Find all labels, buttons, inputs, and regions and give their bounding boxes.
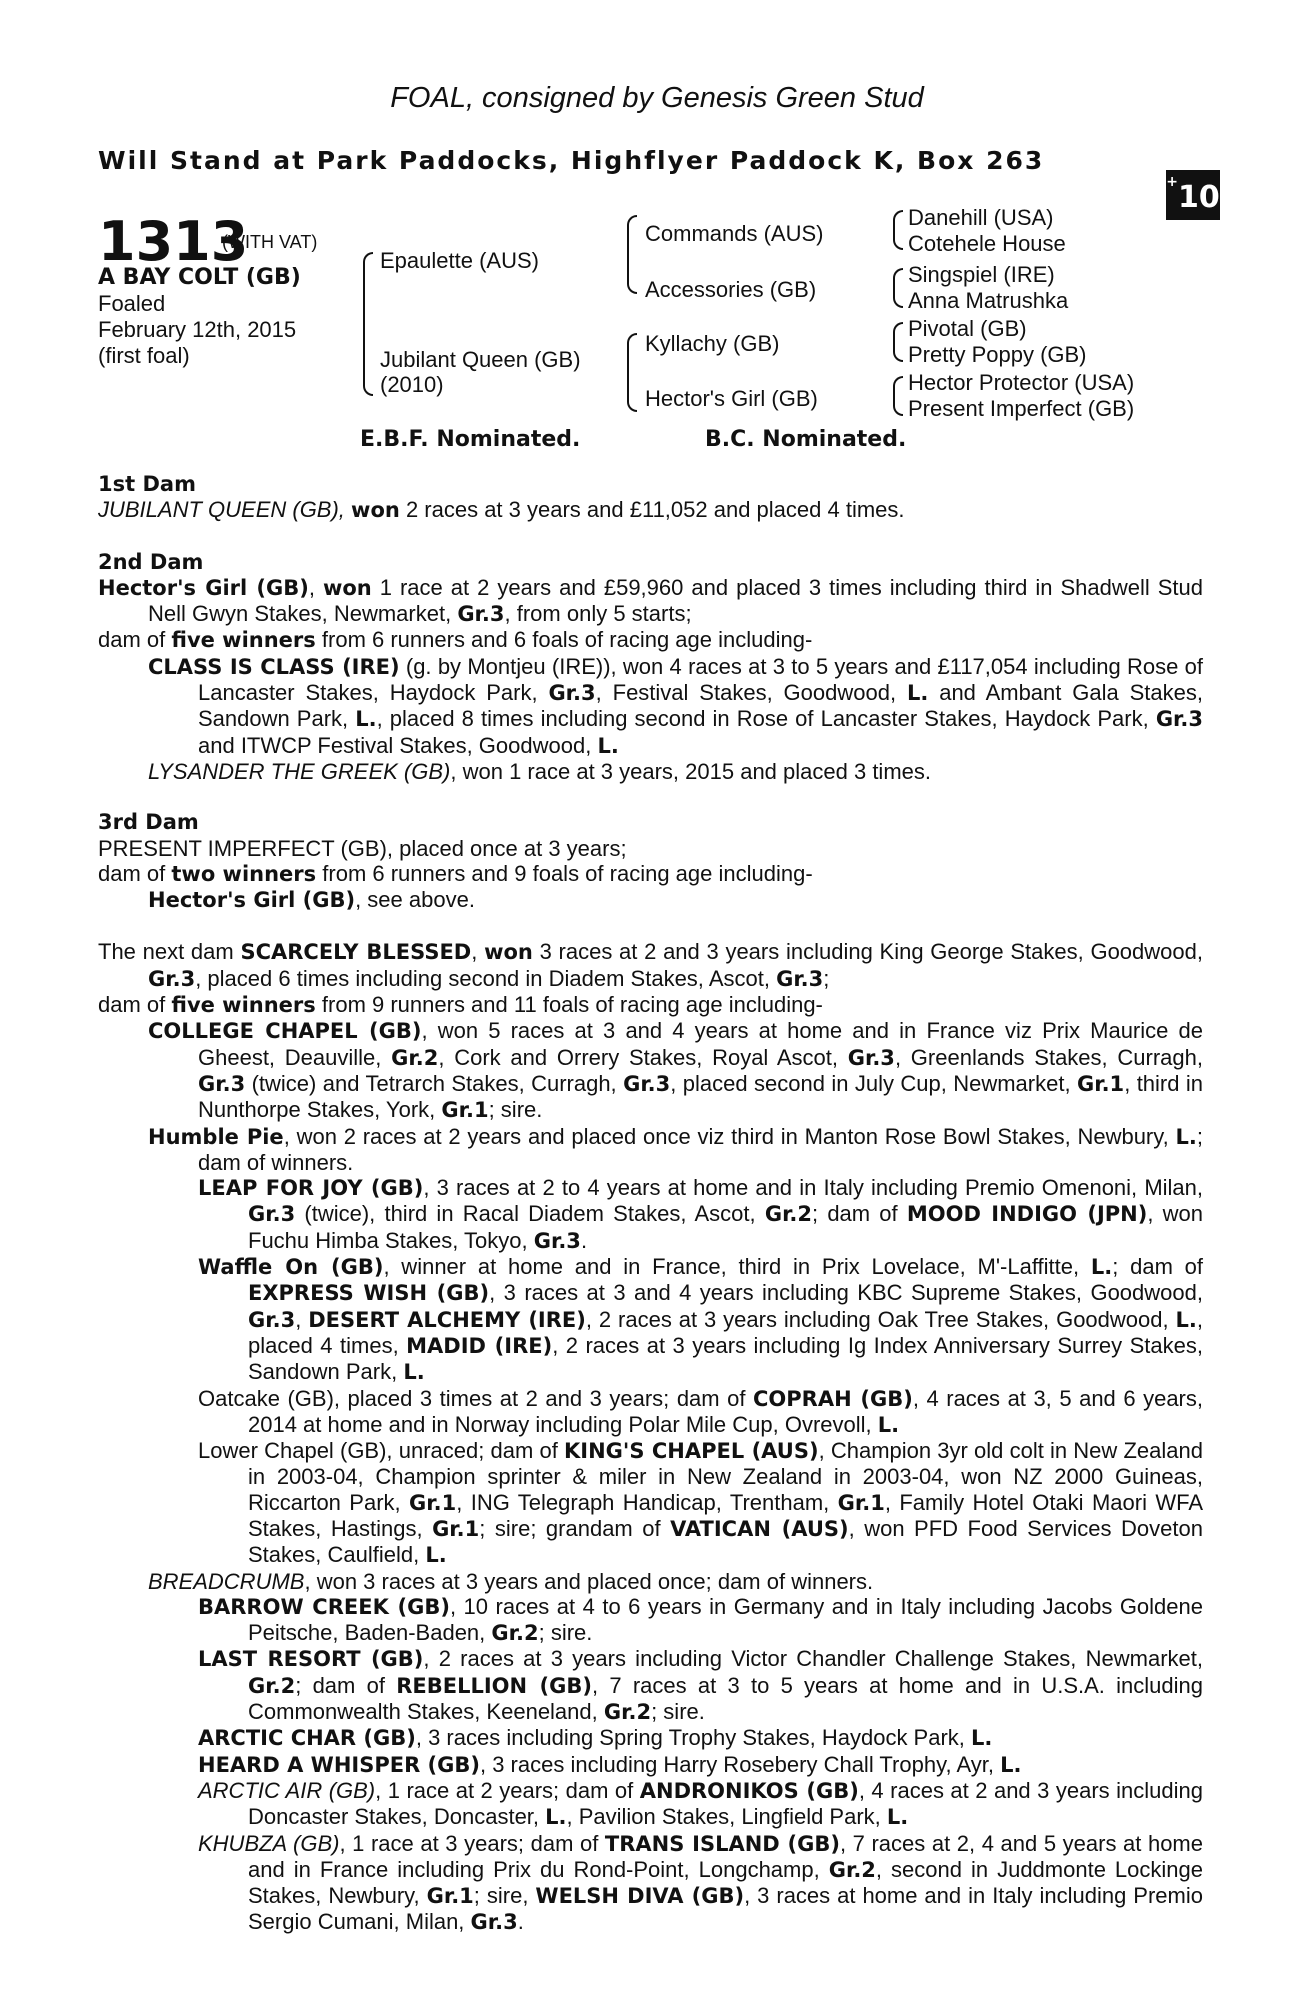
next-dam-run: five winners [171, 993, 316, 1018]
next-dam-run: from 9 runners and 11 foals of racing age including- [315, 992, 823, 1018]
next-dam-run: Gr.1 [441, 1098, 489, 1123]
next-dam-run: ; dam of [1112, 1254, 1204, 1280]
next-dam-run: ; sire, [473, 1883, 536, 1909]
third-dam-run: Hector's Girl (GB) [148, 888, 356, 913]
foal-note: (first foal) [98, 343, 190, 368]
next-dam-run: Waffle On (GB) [198, 1255, 384, 1280]
third-dam-run: dam of [98, 860, 172, 886]
next-dam-run: , placed second in July Cup, Newmarket, [670, 1070, 1077, 1096]
second-dam-paragraph [98, 654, 1203, 759]
second-dam-run: Hector's Girl (GB) [98, 575, 309, 600]
next-dam-paragraph [98, 1831, 1203, 1936]
next-dam-run: Gr.1 [1076, 1071, 1125, 1096]
next-dam-run: , Cork and Orrery Stakes, Royal Ascot, [438, 1044, 848, 1070]
next-dam-run: , 3 races including Spring Trophy Stakes, Haydock Park, [415, 1725, 972, 1751]
next-dam-run: , won 5 races at 3 and 4 years at home and in France viz Prix Maurice de Gheest, Deauville, [198, 1018, 1204, 1070]
next-dam-run: Gr.2 [603, 1700, 652, 1725]
next-dam-run: , 7 races at 3 to 5 years at home and in U.S.A. including Commonwealth Stakes, Keeneland, [248, 1672, 1203, 1725]
second-dam-run: L. [355, 707, 377, 732]
pedigree-sire-dam: Accessories (GB) [645, 277, 817, 302]
second-dam-paragraph [98, 627, 1203, 653]
third-dam-heading: 3rd Dam [98, 810, 199, 835]
second-dam-paragraph [98, 759, 1203, 784]
next-dam-paragraph [98, 939, 1203, 992]
next-dam-run: ; dam of [812, 1201, 907, 1227]
next-dam-run: , winner at home and in France, third in Prix Lovelace, M'-Laffitte, [383, 1254, 1091, 1280]
next-dam-run: ; dam of [295, 1672, 397, 1698]
next-dam-run: (twice) and Tetrarch Stakes, Curragh, [245, 1070, 624, 1096]
second-dam-run: dam of [98, 627, 172, 653]
third-dam-run: two winners [171, 861, 317, 886]
second-dam-run: CLASS IS CLASS (IRE) [148, 654, 400, 679]
next-dam-run: L. [877, 1412, 900, 1437]
third-dam-paragraph [98, 836, 1203, 861]
next-dam-paragraph [98, 1778, 1203, 1831]
ebf-nomination: E.B.F. Nominated. [360, 427, 581, 452]
next-dam-run: TRANS ISLAND (GB) [604, 1831, 840, 1856]
third-dam-paragraph [98, 887, 1203, 913]
next-dam-run: DESERT ALCHEMY (IRE) [308, 1307, 586, 1332]
second-dam-run: Gr.3 [548, 681, 596, 706]
second-dam-run: five winners [171, 628, 316, 653]
second-dam-run: , Festival Stakes, Goodwood, [595, 680, 907, 706]
pedigree-dam-dam: Hector's Girl (GB) [645, 386, 818, 411]
pedigree-g2: Cotehele House [908, 231, 1066, 256]
second-dam-run: and Ambant Gala Stakes, Sandown Park, [198, 680, 1203, 732]
next-dam-paragraph [98, 1254, 1203, 1385]
next-dam-run: LAST RESORT (GB) [198, 1647, 424, 1672]
second-dam-run: , won 1 race at 3 years, 2015 and placed 3 times. [450, 758, 931, 784]
next-dam-run: . [580, 1227, 588, 1253]
next-dam-run: , won 3 races at 3 years and placed once; dam of winners. [304, 1568, 874, 1594]
lot-number: 1313 [98, 210, 249, 273]
third-dam-run: from 6 runners and 9 foals of racing age including- [316, 860, 813, 886]
second-dam-run: from 6 runners and 6 foals of racing age including- [315, 627, 813, 653]
next-dam-run: L. [1000, 1752, 1022, 1777]
next-dam-run: , 3 races including Harry Rosebery Chall Trophy, Ayr, [479, 1751, 1001, 1777]
next-dam-run: ; sire. [538, 1620, 593, 1646]
pedigree-g4: Anna Matrushka [908, 288, 1069, 313]
next-dam-paragraph [98, 1752, 1203, 1778]
second-dam-run: Gr.3 [457, 602, 505, 627]
next-dam-run: Gr.1 [837, 1490, 885, 1515]
next-dam-run: , 2 races at 3 years including Victor Chandler Challenge Stakes, Newmarket, [423, 1646, 1203, 1672]
pedigree-bracket-4 [893, 210, 903, 250]
badge-mark: + [1166, 174, 1178, 190]
next-dam-run: , 2 races at 3 years including Ig Index Anniversary Surrey Stakes, Sandown Park, [248, 1332, 1204, 1385]
second-dam-run: , [308, 574, 323, 600]
first-dam-text [98, 497, 1203, 523]
next-dam-run: , Pavilion Stakes, Lingfield Park, [566, 1804, 887, 1830]
next-dam-run: Gr.3 [847, 1045, 895, 1070]
next-dam-run: Gr.2 [764, 1202, 813, 1227]
lot-title: A BAY COLT (GB) [98, 265, 301, 290]
next-dam-run: Humble Pie [148, 1124, 284, 1149]
next-dam-run: 3 races at 2 and 3 years including King George Stakes, Goodwood, [532, 939, 1203, 965]
next-dam-run: HEARD A WHISPER (GB) [198, 1752, 480, 1777]
pedigree-sire-sire: Commands (AUS) [645, 221, 824, 246]
next-dam-paragraph [98, 1646, 1203, 1725]
next-dam-run: ; sire. [651, 1699, 705, 1725]
third-dam-run: , see above. [355, 887, 475, 913]
next-dam-run: Gr.3 [248, 1202, 296, 1227]
pedigree-g5: Pivotal (GB) [908, 316, 1027, 341]
next-dam-run: , 2 races at 3 years including Oak Tree Stakes, Goodwood, [585, 1306, 1176, 1332]
next-dam-run: ARCTIC AIR (GB) [198, 1777, 376, 1803]
next-dam-run: COLLEGE CHAPEL (GB) [148, 1019, 422, 1044]
badge-number: 10 [1177, 180, 1220, 215]
next-dam-run: , Greenlands Stakes, Curragh, [894, 1044, 1203, 1070]
lot-badge [1166, 170, 1220, 220]
second-dam-paragraph [98, 575, 1203, 628]
third-dam-run: PRESENT IMPERFECT (GB), placed once at 3 years; [98, 835, 627, 861]
pedigree-bracket-2 [627, 215, 637, 294]
next-dam-run: SCARCELY BLESSED [240, 940, 472, 965]
next-dam-run: Gr.3 [470, 1910, 518, 1935]
second-dam-run: 1 race at 2 years and £59,960 and placed 3 times including third in Shadwell Stud Nell Gwyn Stakes, Newmarket, [148, 574, 1203, 627]
next-dam-paragraph [98, 992, 1203, 1018]
next-dam-run: KHUBZA (GB) [198, 1830, 340, 1856]
next-dam-run: L. [1175, 1307, 1197, 1332]
next-dam-run: ARCTIC CHAR (GB) [198, 1726, 416, 1751]
second-dam-run: and ITWCP Festival Stakes, Goodwood, [198, 732, 598, 758]
next-dam-run: Gr.3 [623, 1071, 671, 1096]
next-dam-paragraph [98, 1386, 1203, 1439]
next-dam-run: L. [1090, 1255, 1113, 1280]
next-dam-run: L. [886, 1805, 909, 1830]
next-dam-run: , Champion 3yr old colt in New Zealand in 2003-04, Champion sprinter & miler in New Zealand in 2003-04, won NZ 2000 Guineas, Riccarton Park, [248, 1438, 1203, 1515]
next-dam-run: ; sire. [488, 1097, 543, 1123]
consignment-line: FOAL, consigned by Genesis Green Stud [390, 82, 924, 114]
next-dam-run: , ING Telegraph Handicap, Trentham, [456, 1489, 838, 1515]
next-dam-run: , 4 races at 3, 5 and 6 years, 2014 at home and in Norway including Polar Mile Cup, Ovrevoll, [248, 1385, 1203, 1437]
pedigree-bracket-5 [893, 268, 903, 308]
foaled-date: February 12th, 2015 [98, 317, 297, 342]
next-dam-section [98, 939, 1203, 1935]
next-dam-paragraph [98, 1124, 1203, 1176]
second-dam-run: , from only 5 starts; [504, 601, 692, 627]
next-dam-run: ; sire; grandam of [479, 1515, 671, 1541]
next-dam-paragraph [98, 1175, 1203, 1254]
next-dam-paragraph [98, 1594, 1203, 1647]
next-dam-run: Lower Chapel (GB), unraced; dam of [198, 1438, 565, 1464]
stand-location: Will Stand at Park Paddocks, Highflyer Paddock K, Box 263 [98, 146, 1045, 175]
next-dam-run: won [484, 940, 533, 965]
next-dam-run: , won PFD Food Services Doveton Stakes, Caulfield, [248, 1515, 1203, 1568]
next-dam-run: Gr.1 [432, 1516, 480, 1541]
next-dam-run: , Family Hotel Otaki Maori WFA Stakes, Hastings, [248, 1489, 1203, 1541]
next-dam-run: Oatcake (GB), placed 3 times at 2 and 3 years; dam of [198, 1385, 754, 1411]
next-dam-run: LEAP FOR JOY (GB) [198, 1176, 424, 1201]
pedigree-dam-year: (2010) [380, 372, 444, 397]
next-dam-run: , placed 4 times, [248, 1306, 1203, 1358]
next-dam-run: L. [971, 1726, 993, 1751]
next-dam-run: . [517, 1909, 524, 1935]
pedigree-g1: Danehill (USA) [908, 205, 1054, 230]
pedigree-bracket-6 [893, 322, 903, 362]
bc-nomination: B.C. Nominated. [705, 427, 907, 452]
next-dam-run: , 3 races at 2 to 4 years at home and in Italy including Premio Omenoni, Milan, [423, 1175, 1204, 1201]
next-dam-run: , 3 races at 3 and 4 years including KBC Supreme Stakes, Goodwood, [489, 1280, 1203, 1306]
second-dam-run: LYSANDER THE GREEK (GB) [148, 758, 451, 784]
next-dam-run: COPRAH (GB) [753, 1386, 913, 1411]
second-dam-run: , placed 8 times including second in Rose of Lancaster Stakes, Haydock Park, [376, 706, 1156, 732]
next-dam-run: Gr.2 [491, 1621, 539, 1646]
second-dam-section [98, 575, 1203, 784]
vat-note: (WITH VAT) [222, 232, 318, 252]
pedigree-bracket-7 [893, 376, 903, 416]
pedigree-bracket-1 [363, 252, 373, 396]
next-dam-run: VATICAN (AUS) [670, 1516, 849, 1541]
third-dam-paragraph [98, 861, 1203, 887]
next-dam-run: , 1 race at 2 years; dam of [375, 1777, 640, 1803]
pedigree-g6: Pretty Poppy (GB) [908, 342, 1087, 367]
next-dam-run: , 10 races at 4 to 6 years in Germany and in Italy including Jacobs Goldene Peitsche, Baden-Baden, [248, 1593, 1203, 1646]
next-dam-run: L. [545, 1805, 567, 1830]
pedigree-g8: Present Imperfect (GB) [908, 396, 1135, 421]
second-dam-run: (g. by Montjeu (IRE)), won 4 races at 3 to 5 years and £117,054 including Rose of Lancaster Stakes, Haydock Park, [198, 653, 1203, 706]
next-dam-run: L. [425, 1543, 447, 1568]
next-dam-run: Gr.3 [533, 1228, 581, 1253]
next-dam-run: L. [403, 1360, 425, 1385]
next-dam-run: REBELLION (GB) [396, 1673, 592, 1698]
next-dam-run: Gr.1 [426, 1884, 474, 1909]
foaled-label: Foaled [98, 291, 166, 316]
next-dam-run: ANDRONIKOS (GB) [639, 1778, 859, 1803]
next-dam-paragraph [98, 1018, 1203, 1123]
next-dam-paragraph [98, 1725, 1203, 1751]
next-dam-run: L. [1175, 1124, 1197, 1149]
next-dam-run: EXPRESS WISH (GB) [248, 1281, 490, 1306]
third-dam-section [98, 836, 1203, 914]
next-dam-run: Gr.3 [776, 966, 824, 991]
next-dam-run: , [295, 1306, 309, 1332]
next-dam-run: (twice), third in Racal Diadem Stakes, Ascot, [295, 1201, 765, 1227]
next-dam-run: ; [823, 965, 830, 991]
next-dam-run: Gr.2 [828, 1857, 876, 1882]
next-dam-run: , [471, 939, 485, 965]
pedigree-g3: Singspiel (IRE) [908, 262, 1055, 287]
next-dam-run: Gr.1 [409, 1490, 457, 1515]
next-dam-run: Gr.3 [248, 1307, 296, 1332]
next-dam-run: , 4 races at 2 and 3 years including Doncaster Stakes, Doncaster, [248, 1777, 1203, 1830]
next-dam-run: dam of [98, 992, 172, 1018]
next-dam-run: MADID (IRE) [406, 1333, 553, 1358]
next-dam-run: ; dam of winners. [198, 1123, 1203, 1175]
first-dam-run: won [351, 498, 400, 523]
catalogue-body [98, 472, 1203, 1936]
pedigree-dam: Jubilant Queen (GB) [380, 347, 581, 372]
first-dam-run: JUBILANT QUEEN (GB), [98, 497, 352, 523]
next-dam-run: The next dam [98, 939, 241, 965]
next-dam-run: BARROW CREEK (GB) [198, 1594, 450, 1619]
second-dam-run: L. [906, 681, 929, 706]
next-dam-paragraph [98, 1438, 1203, 1568]
next-dam-run: WELSH DIVA (GB) [535, 1884, 745, 1909]
next-dam-run: Gr.3 [198, 1071, 246, 1096]
pedigree-dam-sire: Kyllachy (GB) [645, 331, 780, 356]
pedigree-bracket-3 [627, 333, 637, 412]
next-dam-run: MOOD INDIGO (JPN) [906, 1202, 1148, 1227]
pedigree-sire: Epaulette (AUS) [380, 248, 539, 273]
next-dam-run: , second in Juddmonte Lockinge Stakes, Newbury, [248, 1856, 1203, 1909]
pedigree-g7: Hector Protector (USA) [908, 370, 1135, 395]
next-dam-run: , won Fuchu Himba Stakes, Tokyo, [248, 1201, 1203, 1253]
second-dam-run: Gr.3 [1155, 707, 1204, 732]
next-dam-run: , won 2 races at 2 years and placed once viz third in Manton Rose Bowl Stakes, Newbury, [283, 1123, 1176, 1149]
first-dam-heading: 1st Dam [98, 472, 196, 496]
next-dam-run: , 7 races at 2, 4 and 5 years at home and in France including Prix du Rond-Point, Longchamp, [248, 1830, 1203, 1882]
second-dam-run: won [322, 575, 372, 600]
next-dam-run: , placed 6 times including second in Diadem Stakes, Ascot, [195, 965, 777, 991]
next-dam-run: KING'S CHAPEL (AUS) [564, 1439, 819, 1464]
next-dam-run: Gr.2 [391, 1045, 439, 1070]
second-dam-heading: 2nd Dam [98, 549, 204, 574]
next-dam-run: Gr.2 [248, 1673, 296, 1698]
next-dam-run: Gr.3 [148, 966, 196, 991]
next-dam-run: , third in Nunthorpe Stakes, York, [198, 1070, 1204, 1123]
next-dam-run: , 3 races at home and in Italy including Premio Sergio Cumani, Milan, [248, 1883, 1203, 1935]
first-dam-run: 2 races at 3 years and £11,052 and placed 4 times. [399, 497, 905, 523]
next-dam-paragraph [98, 1569, 1203, 1594]
second-dam-run: L. [597, 733, 619, 758]
next-dam-run: BREADCRUMB [148, 1568, 305, 1594]
next-dam-run: , 1 race at 3 years; dam of [339, 1830, 605, 1856]
